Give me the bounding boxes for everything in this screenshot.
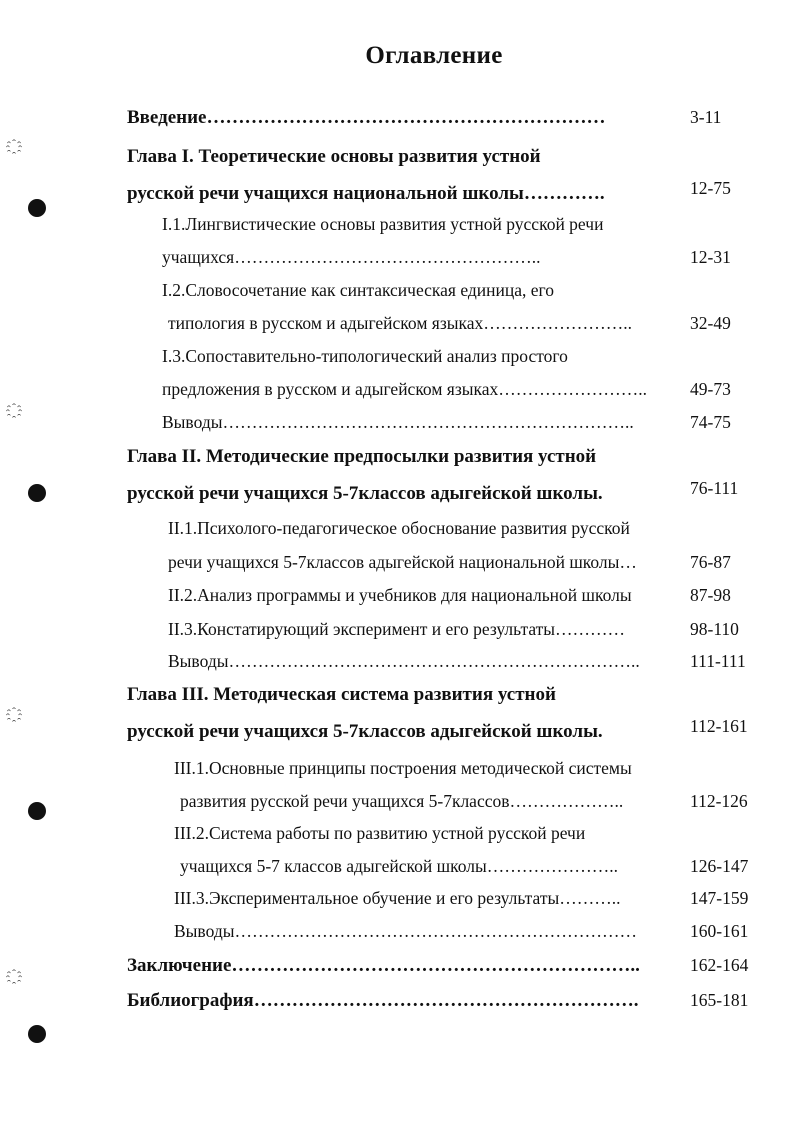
binder-hole xyxy=(28,1025,46,1043)
toc-page: 76-111 xyxy=(690,478,739,498)
toc-section: II.1.Психолого-педагогическое обоснование развития русской xyxy=(168,518,630,538)
toc-section: II.2.Анализ программы и учебников для национальной школы xyxy=(168,585,632,605)
toc-page: 74-75 xyxy=(690,412,731,432)
toc-page: 12-31 xyxy=(690,247,731,267)
toc-page: 76-87 xyxy=(690,552,731,572)
toc-page: 112-126 xyxy=(690,791,748,811)
toc-conclusions: Выводы…………………………………………………………… xyxy=(174,921,637,941)
toc-page: 160-161 xyxy=(690,921,749,941)
toc-page: 49-73 xyxy=(690,379,731,399)
toc-entry-bibliography: Библиография……………………………………………………. xyxy=(127,990,639,1011)
toc-page: 126-147 xyxy=(690,856,749,876)
toc-section: III.3.Экспериментальное обучение и его результаты……….. xyxy=(174,888,621,908)
toc-entry-conclusion: Заключение……………………………………………………….. xyxy=(127,955,640,976)
toc-section: III.2.Система работы по развитию устной русской речи xyxy=(174,823,586,843)
toc-section: I.2.Словосочетание как синтаксическая единица, его xyxy=(162,280,555,300)
toc-chapter-2-title-cont: русской речи учащихся 5-7классов адыгейской школы. xyxy=(127,483,603,504)
toc-chapter-2-title: Глава II. Методические предпосылки развития устной xyxy=(127,446,597,467)
toc-section-cont: развития русской речи учащихся 5-7классов……………….. xyxy=(180,791,624,811)
binder-hole xyxy=(28,802,46,820)
toc-page: 162-164 xyxy=(690,955,749,975)
toc-page: 87-98 xyxy=(690,585,731,605)
toc-chapter-1-title-cont: русской речи учащихся национальной школы…………. xyxy=(127,183,605,204)
toc-section: II.3.Констатирующий эксперимент и его результаты………… xyxy=(168,619,626,639)
toc-page: 3-11 xyxy=(690,107,722,127)
toc-section-cont: предложения в русском и адыгейском языках…………………….. xyxy=(162,379,648,399)
toc-section: III.1.Основные принципы построения методической системы xyxy=(174,758,632,778)
toc-page: 165-181 xyxy=(690,990,749,1010)
toc-page: 12-75 xyxy=(690,178,731,198)
toc-section-cont: речи учащихся 5-7классов адыгейской национальной школы… xyxy=(168,552,637,572)
toc-chapter-3-title: Глава III. Методическая система развития устной xyxy=(127,684,556,705)
toc-page: 98-110 xyxy=(690,619,739,639)
binder-hole xyxy=(28,484,46,502)
toc-chapter-3-title-cont: русской речи учащихся 5-7классов адыгейской школы. xyxy=(127,721,603,742)
toc-entry-intro: Введение……………………………………………………… xyxy=(127,107,606,128)
toc-conclusions: Выводы…………………………………………………………….. xyxy=(168,651,640,671)
toc-chapter-1-title: Глава I. Теоретические основы развития устной xyxy=(127,146,541,167)
toc-section: I.1.Лингвистические основы развития устной русской речи xyxy=(162,214,604,234)
toc-page: 32-49 xyxy=(690,313,731,333)
page-title: Оглавление xyxy=(365,42,503,69)
toc-page: 112-161 xyxy=(690,716,748,736)
toc-page: 147-159 xyxy=(690,888,749,908)
toc-section-cont: типология в русском и адыгейском языках…………………….. xyxy=(168,313,632,333)
toc-conclusions: Выводы…………………………………………………………….. xyxy=(162,412,634,432)
toc-section: I.3.Сопоставительно-типологический анализ простого xyxy=(162,346,568,366)
toc-section-cont: учащихся…………………………………………….. xyxy=(162,247,541,267)
toc-section-cont: учащихся 5-7 классов адыгейской школы………………….. xyxy=(180,856,618,876)
binder-hole xyxy=(28,199,46,217)
toc-page: 111-111 xyxy=(690,651,746,671)
